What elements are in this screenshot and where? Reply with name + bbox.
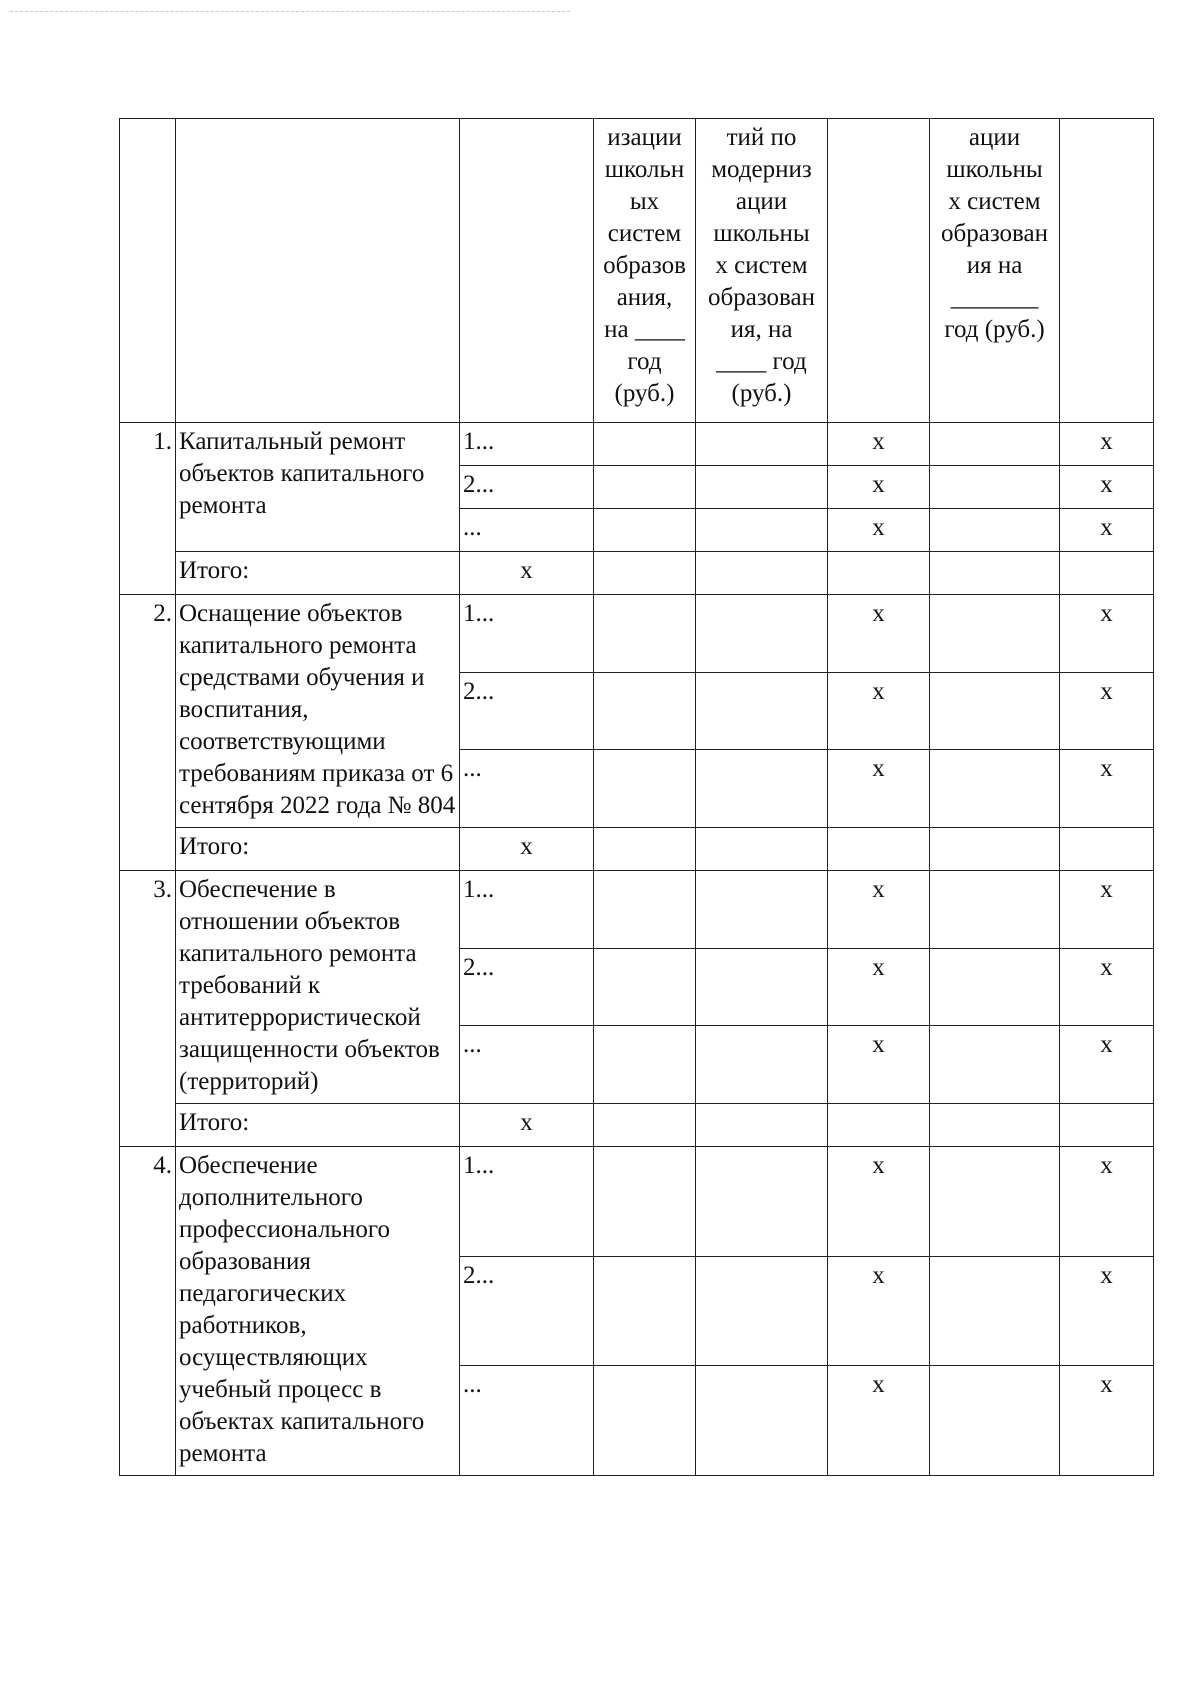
section-4-row-1 bbox=[120, 1147, 1154, 1257]
value-cell bbox=[930, 423, 1060, 466]
value-cell bbox=[930, 871, 1060, 949]
value-cell bbox=[594, 1026, 696, 1104]
value-cell bbox=[930, 552, 1060, 595]
x-mark: х bbox=[1060, 948, 1154, 1026]
section-name: Оснащение объектов капитального ремонта средствами обучения и воспитания, соответствующими требованиям приказа от 6 сентября 2022 года № 804 bbox=[176, 595, 460, 828]
x-mark: х bbox=[828, 509, 930, 552]
value-cell bbox=[696, 828, 828, 871]
value-cell bbox=[696, 552, 828, 595]
sub-item-label: 1... bbox=[460, 871, 594, 949]
section-name: Капитальный ремонт объектов капитального ремонта bbox=[176, 423, 460, 552]
x-mark: х bbox=[828, 466, 930, 509]
value-cell bbox=[930, 828, 1060, 871]
value-cell bbox=[696, 1366, 828, 1476]
value-cell bbox=[594, 1147, 696, 1257]
x-mark: х bbox=[1060, 466, 1154, 509]
sub-item-label: 1... bbox=[460, 595, 594, 673]
table-header-row bbox=[120, 119, 1154, 423]
sub-item-label: ... bbox=[460, 750, 594, 828]
x-mark: х bbox=[828, 1256, 930, 1366]
x-mark: х bbox=[1060, 1256, 1154, 1366]
value-cell bbox=[594, 595, 696, 673]
value-cell bbox=[696, 948, 828, 1026]
value-cell bbox=[828, 1104, 930, 1147]
x-mark: х bbox=[828, 750, 930, 828]
value-cell bbox=[930, 466, 1060, 509]
section-number: 3. bbox=[120, 871, 176, 1147]
value-cell bbox=[930, 750, 1060, 828]
value-cell bbox=[594, 828, 696, 871]
value-cell bbox=[594, 1366, 696, 1476]
section-2-row-1 bbox=[120, 595, 1154, 673]
header-cell-col6 bbox=[828, 119, 930, 423]
x-mark: х bbox=[828, 423, 930, 466]
section-1-total-row bbox=[120, 552, 1154, 595]
value-cell bbox=[594, 552, 696, 595]
sub-item-label: 1... bbox=[460, 423, 594, 466]
value-cell bbox=[594, 509, 696, 552]
scan-artifact-line bbox=[10, 11, 570, 12]
value-cell bbox=[696, 509, 828, 552]
header-cell-col4: изации школьн ых систем образов ания, на ____ год (руб.) bbox=[594, 119, 696, 423]
x-mark: х bbox=[460, 1104, 594, 1147]
value-cell bbox=[594, 1104, 696, 1147]
section-number: 4. bbox=[120, 1147, 176, 1476]
x-mark: х bbox=[828, 595, 930, 673]
x-mark: х bbox=[1060, 1026, 1154, 1104]
x-mark: х bbox=[828, 1366, 930, 1476]
x-mark: х bbox=[828, 1026, 930, 1104]
section-name: Обеспечение дополнительного профессионального образования педагогических работников, осуществляющих учебный процесс в объектах капитального ремонта bbox=[176, 1147, 460, 1476]
x-mark: х bbox=[1060, 672, 1154, 750]
section-1-row-1 bbox=[120, 423, 1154, 466]
budget-table bbox=[119, 118, 1154, 1476]
section-3-total-row bbox=[120, 1104, 1154, 1147]
x-mark: х bbox=[1060, 1147, 1154, 1257]
section-3-row-1 bbox=[120, 871, 1154, 949]
x-mark: х bbox=[1060, 1366, 1154, 1476]
value-cell bbox=[594, 948, 696, 1026]
value-cell bbox=[930, 948, 1060, 1026]
x-mark: х bbox=[1060, 595, 1154, 673]
value-cell bbox=[828, 828, 930, 871]
value-cell bbox=[696, 595, 828, 673]
value-cell bbox=[696, 750, 828, 828]
x-mark: х bbox=[1060, 750, 1154, 828]
sub-item-label: 2... bbox=[460, 1256, 594, 1366]
value-cell bbox=[696, 1147, 828, 1257]
value-cell bbox=[594, 672, 696, 750]
sub-item-label: 2... bbox=[460, 466, 594, 509]
value-cell bbox=[828, 552, 930, 595]
value-cell bbox=[930, 1104, 1060, 1147]
x-mark: х bbox=[828, 1147, 930, 1257]
value-cell bbox=[696, 871, 828, 949]
x-mark: х bbox=[460, 552, 594, 595]
x-mark: х bbox=[828, 672, 930, 750]
value-cell bbox=[930, 672, 1060, 750]
header-cell-col5: тий по модерниз ации школьны х систем образован ия, на ____ год (руб.) bbox=[696, 119, 828, 423]
x-mark: х bbox=[1060, 423, 1154, 466]
value-cell bbox=[930, 595, 1060, 673]
value-cell bbox=[594, 423, 696, 466]
header-cell-objects bbox=[460, 119, 594, 423]
value-cell bbox=[696, 466, 828, 509]
section-name: Обеспечение в отношении объектов капитального ремонта требований к антитеррористической защищенности объектов (территорий) bbox=[176, 871, 460, 1104]
section-number: 1. bbox=[120, 423, 176, 595]
sub-item-label: ... bbox=[460, 1366, 594, 1476]
value-cell bbox=[1060, 828, 1154, 871]
x-mark: х bbox=[460, 828, 594, 871]
x-mark: х bbox=[1060, 871, 1154, 949]
value-cell bbox=[594, 466, 696, 509]
value-cell bbox=[1060, 552, 1154, 595]
value-cell bbox=[930, 1026, 1060, 1104]
x-mark: х bbox=[828, 948, 930, 1026]
value-cell bbox=[696, 672, 828, 750]
total-label: Итого: bbox=[176, 1104, 460, 1147]
value-cell bbox=[594, 1256, 696, 1366]
value-cell bbox=[594, 871, 696, 949]
value-cell bbox=[594, 750, 696, 828]
header-cell-col8 bbox=[1060, 119, 1154, 423]
value-cell bbox=[1060, 1104, 1154, 1147]
value-cell bbox=[930, 1256, 1060, 1366]
value-cell bbox=[696, 1256, 828, 1366]
section-2-total-row bbox=[120, 828, 1154, 871]
header-cell-number bbox=[120, 119, 176, 423]
sub-item-label: 2... bbox=[460, 672, 594, 750]
value-cell bbox=[930, 1147, 1060, 1257]
value-cell bbox=[930, 1366, 1060, 1476]
header-cell-col7: ации школьны х систем образован ия на _______ год (руб.) bbox=[930, 119, 1060, 423]
sub-item-label: 2... bbox=[460, 948, 594, 1026]
header-cell-name bbox=[176, 119, 460, 423]
sub-item-label: 1... bbox=[460, 1147, 594, 1257]
sub-item-label: ... bbox=[460, 1026, 594, 1104]
x-mark: х bbox=[828, 871, 930, 949]
value-cell bbox=[696, 1026, 828, 1104]
value-cell bbox=[930, 509, 1060, 552]
value-cell bbox=[696, 423, 828, 466]
total-label: Итого: bbox=[176, 552, 460, 595]
value-cell bbox=[696, 1104, 828, 1147]
section-number: 2. bbox=[120, 595, 176, 871]
sub-item-label: ... bbox=[460, 509, 594, 552]
total-label: Итого: bbox=[176, 828, 460, 871]
x-mark: х bbox=[1060, 509, 1154, 552]
